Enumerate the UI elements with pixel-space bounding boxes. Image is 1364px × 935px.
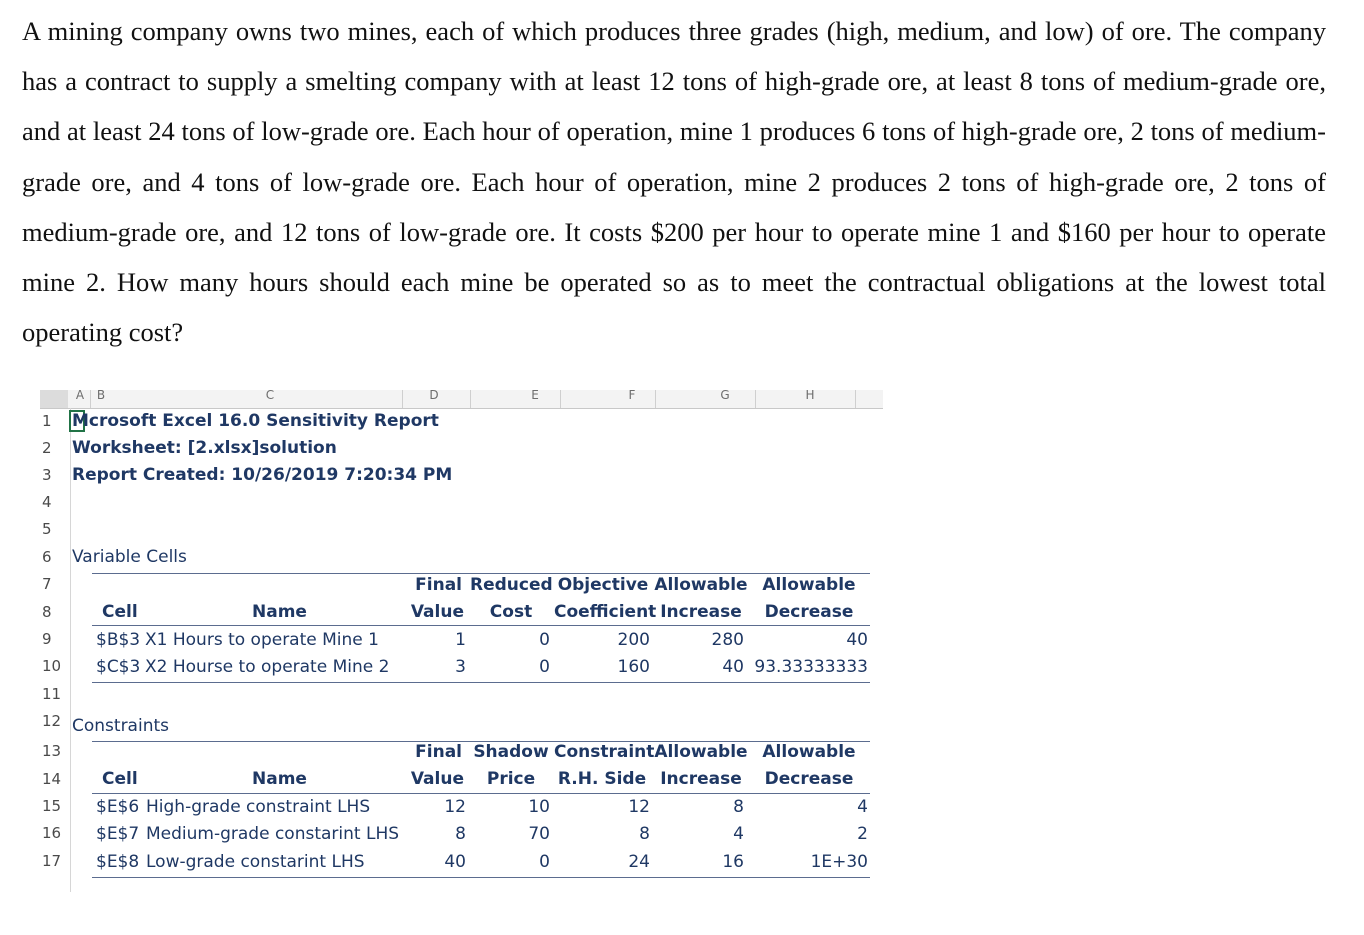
table-cell-increase: 280 — [711, 630, 744, 650]
row-number: 5 — [42, 520, 52, 538]
select-all-corner — [40, 390, 68, 408]
row-number: 9 — [42, 630, 52, 648]
table-cell-coefficient: 200 — [617, 630, 650, 650]
column-letter: H — [805, 390, 815, 402]
table-cell-increase: 40 — [722, 657, 744, 677]
table-cell-name: X1 Hours to operate Mine 1 — [145, 630, 379, 650]
column-letter: G — [720, 390, 730, 402]
header-constraint: Constraint — [554, 742, 655, 762]
header-value: Value — [410, 602, 464, 622]
table-cell-name: X2 Hourse to operate Mine 2 — [145, 657, 390, 677]
header-decrease: Decrease — [764, 769, 854, 789]
table-cell-increase: 16 — [722, 852, 744, 872]
table-cell-value: 8 — [455, 824, 466, 844]
header-increase: Increase — [660, 769, 742, 789]
row-number-column — [40, 408, 70, 892]
header-value: Value — [410, 769, 464, 789]
header-allowable: Allowable — [762, 742, 856, 762]
column-letter: B — [96, 390, 106, 402]
table-cell-decrease: 40 — [846, 630, 868, 650]
table-cell-value: 12 — [444, 797, 466, 817]
sensitivity-report-screenshot — [40, 390, 885, 892]
header-rh-side: R.H. Side — [557, 769, 647, 789]
header-allowable: Allowable — [654, 742, 748, 762]
column-letter: F — [628, 390, 636, 402]
row-number: 7 — [42, 575, 52, 593]
table-cell-increase: 4 — [733, 824, 744, 844]
table-cell-price: 70 — [528, 824, 550, 844]
row-number: 8 — [42, 603, 52, 621]
section-label-variable-cells: Variable Cells — [72, 547, 187, 567]
table-cell-name: Medium-grade constarint LHS — [146, 824, 400, 844]
table-cell-rhs: 8 — [639, 824, 650, 844]
header-cell: Cell — [102, 769, 138, 789]
row-number: 6 — [42, 548, 52, 566]
row-number: 1 — [42, 412, 52, 430]
header-final: Final — [415, 742, 462, 762]
table-cell-ref: $E$8 — [96, 852, 140, 872]
row-number: 3 — [42, 466, 52, 484]
row-number: 4 — [42, 493, 52, 511]
header-final: Final — [415, 575, 462, 595]
row-number: 14 — [42, 770, 62, 788]
table-cell-ref: $E$7 — [96, 824, 140, 844]
table-cell-value: 1 — [455, 630, 466, 650]
row-number: 17 — [42, 852, 62, 870]
header-price: Price — [486, 769, 536, 789]
row-number: 13 — [42, 742, 62, 760]
problem-statement: A mining company owns two mines, each of which produces three grades (high, medium, and low) of ore. The company has a contract to supply a smelting company with at least 12 tons of high-grade ore, at least 8 tons of medium-grade ore, and at least 24 tons of low-grade ore. Each hour of operation, mine 1 produces 6 tons of high-grade ore, 2 tons of medium-grade ore, and 4 tons of low-grade ore. Each hour of operation, mine 2 produces 2 tons of high-grade ore, 2 tons of medium-grade ore, and 12 tons of low-grade ore. It costs $200 per hour to operate mine 1 and $160 per hour to operate mine 2. How many hours should each mine be operated so as to meet the contractual obligations at the lowest total operating cost? — [22, 16, 1326, 348]
report-worksheet: Worksheet: [2.xlsx]solution — [72, 438, 337, 458]
table-cell-ref: $B$3 — [96, 630, 141, 650]
header-cell: Cell — [102, 602, 138, 622]
header-objective: Objective — [557, 575, 649, 595]
row-number: 2 — [42, 439, 52, 457]
column-letter: C — [265, 390, 275, 402]
report-created: Report Created: 10/26/2019 7:20:34 PM — [72, 465, 453, 485]
table-cell-increase: 8 — [733, 797, 744, 817]
table-cell-value: 3 — [455, 657, 466, 677]
table-cell-rhs: 24 — [628, 852, 650, 872]
table-cell-price: 0 — [539, 852, 550, 872]
table-cell-ref: $E$6 — [96, 797, 140, 817]
column-header-bar — [40, 390, 883, 409]
header-allowable: Allowable — [762, 575, 856, 595]
header-name: Name — [252, 602, 307, 622]
report-title: Mcrosoft Excel 16.0 Sensitivity Report — [72, 411, 439, 431]
column-letter: A — [75, 390, 85, 402]
header-coefficient: Coefficient — [554, 602, 657, 622]
section-label-constraints: Constraints — [72, 716, 169, 736]
table-cell-name: High-grade constraint LHS — [146, 797, 371, 817]
table-cell-decrease: 1E+30 — [810, 852, 868, 872]
table-cell-decrease: 4 — [857, 797, 868, 817]
row-number: 10 — [42, 657, 62, 675]
row-number: 16 — [42, 824, 62, 842]
column-letter: D — [429, 390, 439, 402]
row-number: 12 — [42, 712, 62, 730]
column-letter: E — [531, 390, 539, 402]
header-decrease: Decrease — [764, 602, 854, 622]
table-cell-name: Low-grade constarint LHS — [146, 852, 365, 872]
table-cell-cost: 0 — [539, 630, 550, 650]
table-cell-value: 40 — [444, 852, 466, 872]
row-number: 11 — [42, 685, 62, 703]
table-cell-price: 10 — [528, 797, 550, 817]
table-cell-decrease: 93.33333333 — [754, 657, 868, 677]
header-allowable: Allowable — [654, 575, 748, 595]
header-reduced: Reduced — [470, 575, 553, 595]
header-name: Name — [252, 769, 307, 789]
table-cell-cost: 0 — [539, 657, 550, 677]
table-cell-coefficient: 160 — [617, 657, 650, 677]
table-cell-decrease: 2 — [857, 824, 868, 844]
table-cell-ref: $C$3 — [96, 657, 141, 677]
row-number: 15 — [42, 797, 62, 815]
header-increase: Increase — [660, 602, 742, 622]
table-cell-rhs: 12 — [628, 797, 650, 817]
header-shadow: Shadow — [473, 742, 549, 762]
header-cost: Cost — [489, 602, 533, 622]
